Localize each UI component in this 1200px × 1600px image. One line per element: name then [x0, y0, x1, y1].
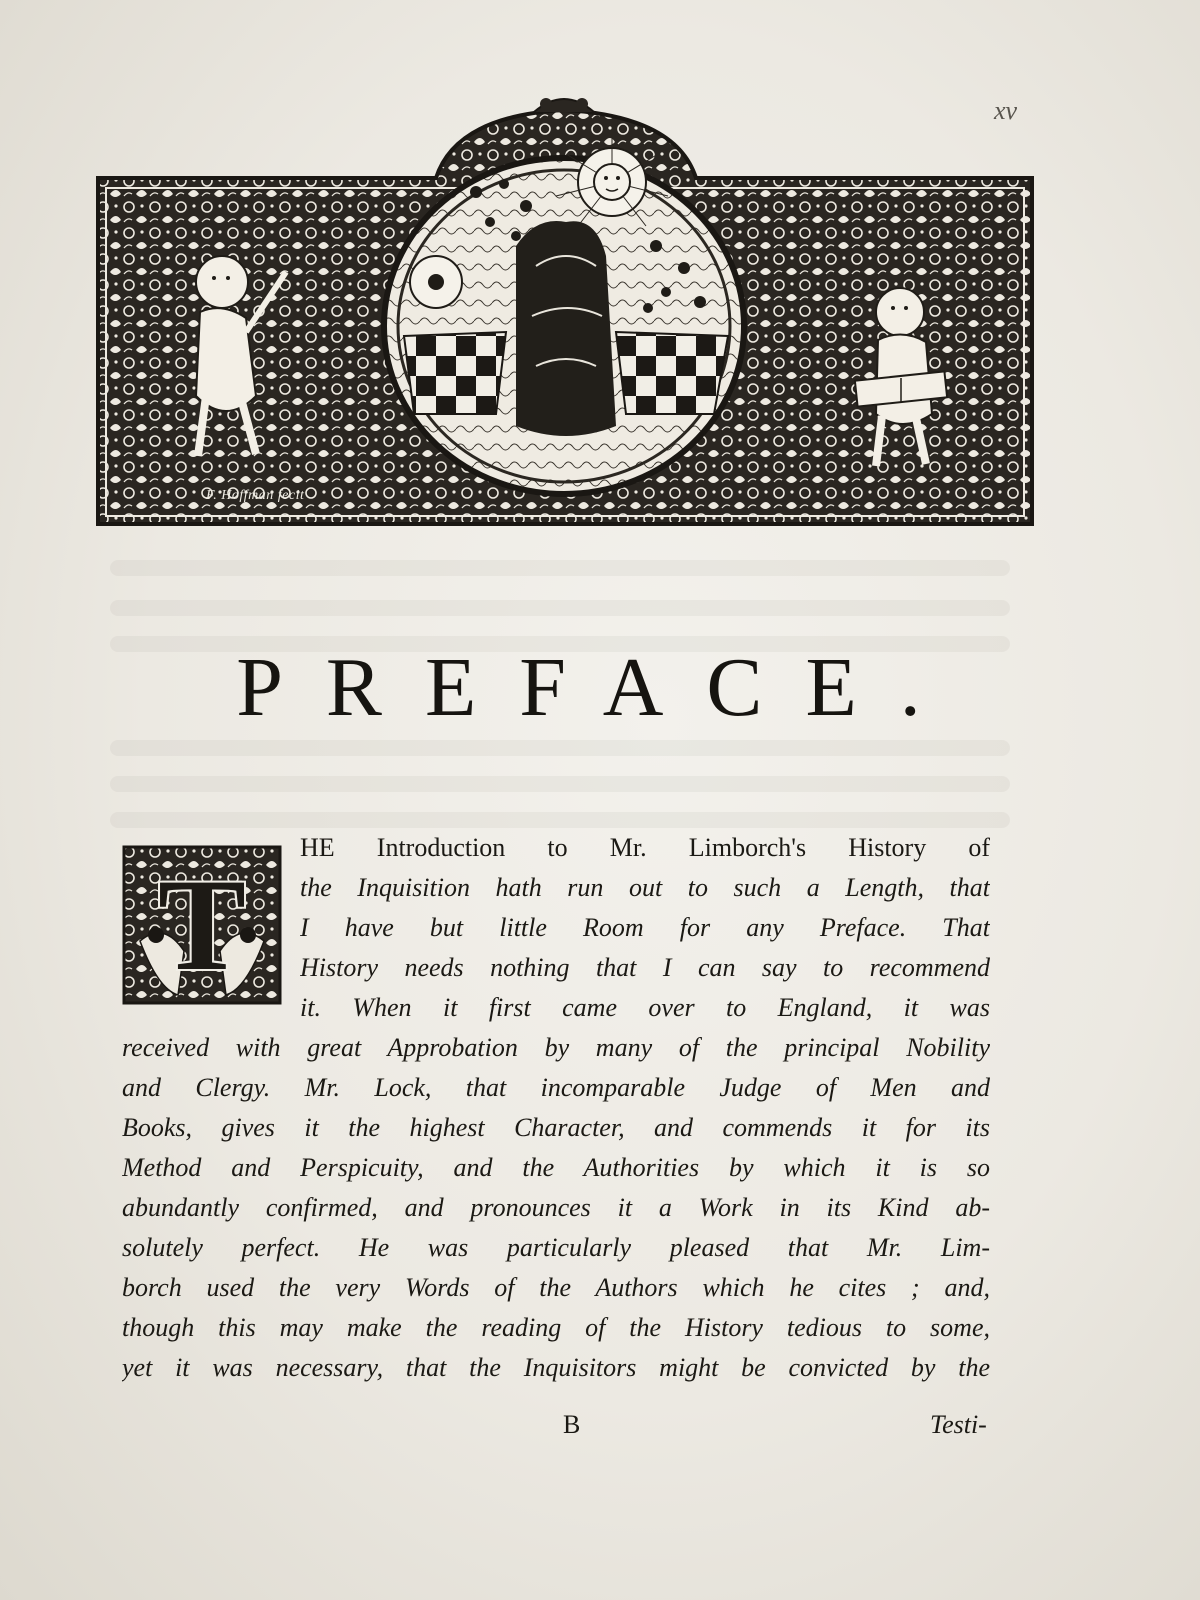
- body-line: though this may make the reading of the History tedious to some,: [122, 1313, 990, 1342]
- body-line: HE Introduction to Mr. Limborch's History of: [300, 833, 990, 862]
- body-line: it. When it first came over to England, it was: [300, 993, 990, 1022]
- body-line: abundantly confirmed, and pronounces it a Work in its Kind ab-: [122, 1193, 990, 1222]
- bleed-through: [110, 560, 1010, 576]
- body-line: and Clergy. Mr. Lock, that incomparable Judge of Men and: [122, 1073, 990, 1102]
- signature-mark: B: [563, 1410, 581, 1439]
- drop-cap-ornament: [122, 845, 282, 1005]
- drop-cap-letter: T: [157, 851, 247, 998]
- body-line: Books, gives it the highest Character, and commends it for its: [122, 1113, 990, 1142]
- body-line: yet it was necessary, that the Inquisitors might be convicted by the: [122, 1353, 990, 1382]
- body-line: History needs nothing that I can say to recommend: [300, 953, 990, 982]
- engraver-credit: F. Hoffman fecit: [206, 488, 305, 503]
- bleed-through: [110, 740, 1010, 756]
- body-line: received with great Approbation by many of the principal Nobility: [122, 1033, 990, 1062]
- body-line: I have but little Room for any Preface. That: [300, 913, 990, 942]
- bleed-through: [110, 600, 1010, 616]
- body-line: Method and Perspicuity, and the Authorities by which it is so: [122, 1153, 990, 1182]
- catchword: Testi-: [930, 1410, 987, 1439]
- headpiece-engraving: [96, 96, 1034, 536]
- bleed-through: [110, 776, 1010, 792]
- bleed-through: [110, 812, 1010, 828]
- body-line: the Inquisition hath run out to such a Length, that: [300, 873, 990, 902]
- body-line: borch used the very Words of the Authors which he cites ; and,: [122, 1273, 990, 1302]
- page-title: PREFACE.: [236, 641, 964, 734]
- body-line: solutely perfect. He was particularly pleased that Mr. Lim-: [122, 1233, 990, 1262]
- page-number: xv: [994, 96, 1018, 125]
